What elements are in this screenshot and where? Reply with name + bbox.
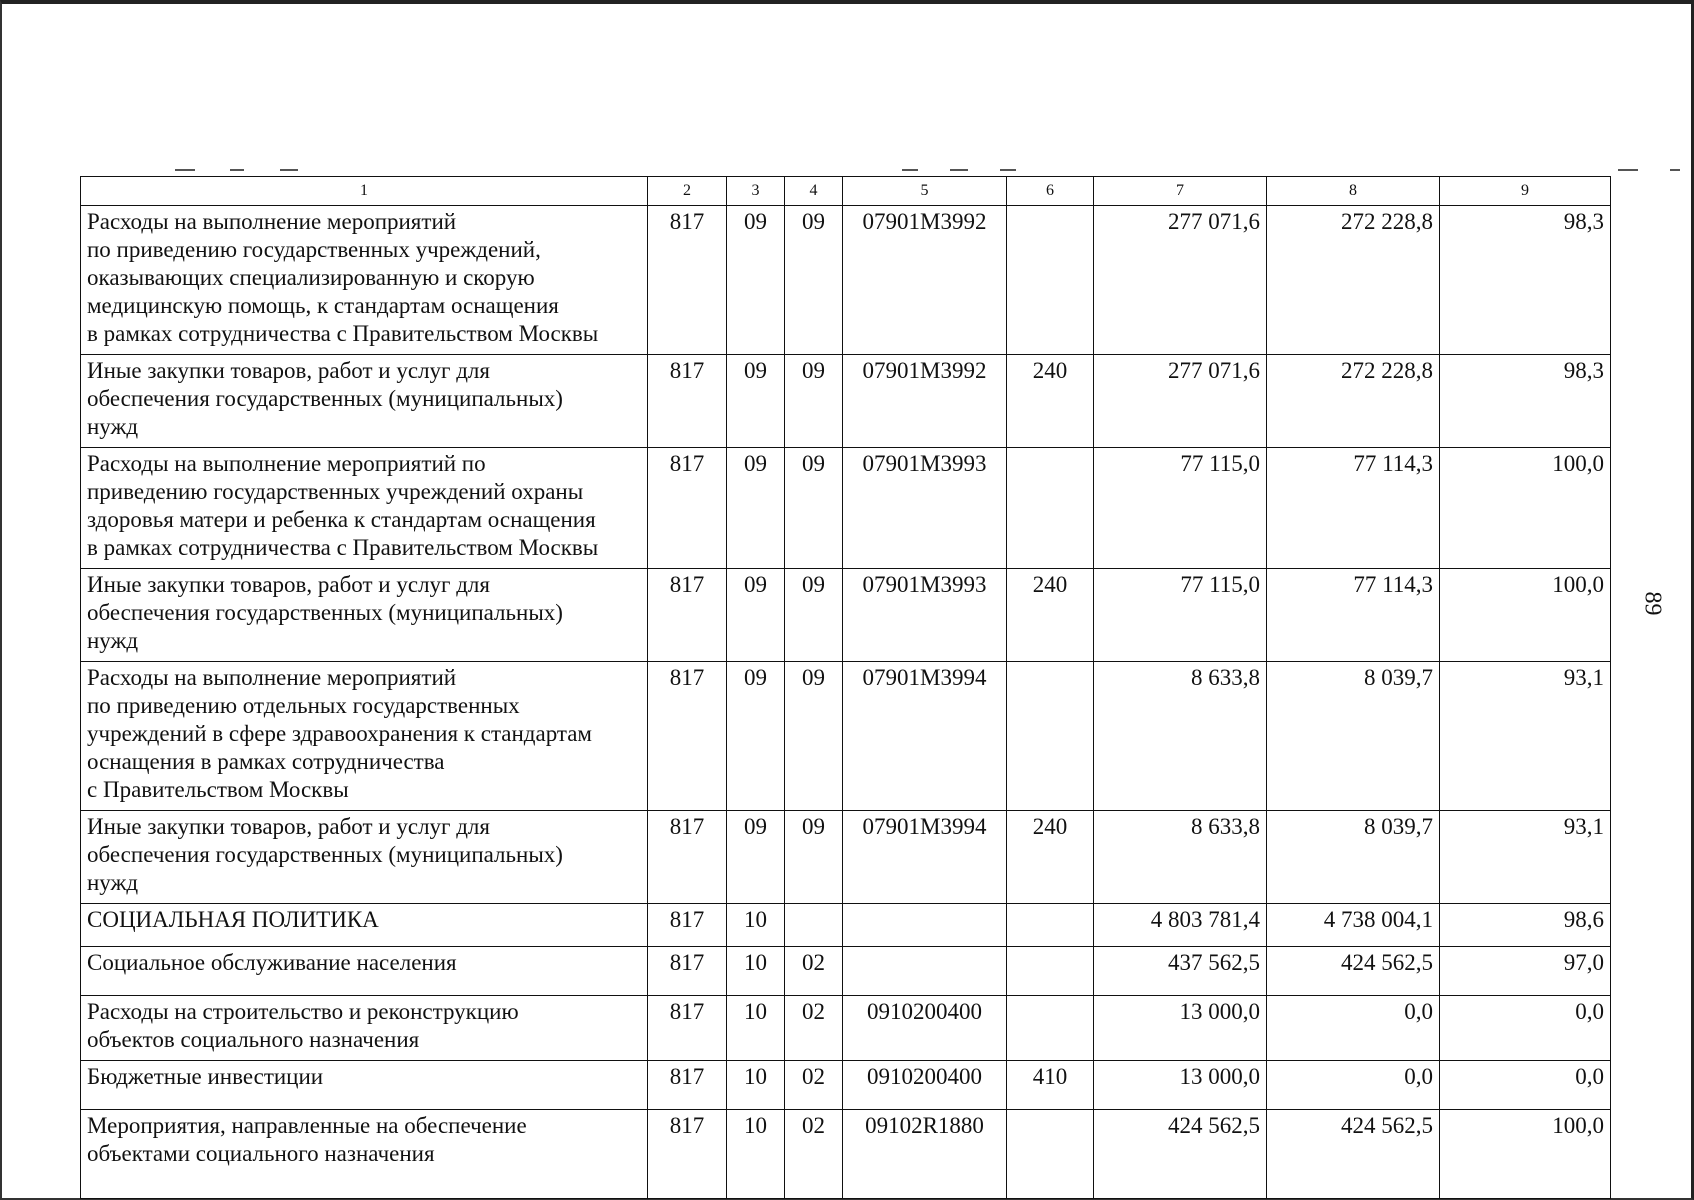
column-header: 7 — [1094, 177, 1267, 206]
expense-type-cell: 240 — [1007, 355, 1094, 448]
subsection-code-cell — [785, 904, 843, 947]
executed-amount-cell: 272 228,8 — [1267, 206, 1440, 355]
column-header: 5 — [843, 177, 1007, 206]
expense-name-cell: Расходы на выполнение мероприятий по приведению государственных учреждений охраны здоровья матери и ребенка к стандартам оснащения в рамках сотрудничества с Правительством Москвы — [81, 448, 648, 569]
section-code-cell: 09 — [727, 355, 785, 448]
executed-amount-cell: 4 738 004,1 — [1267, 904, 1440, 947]
subsection-code-cell: 09 — [785, 662, 843, 811]
expense-name-cell: СОЦИАЛЬНАЯ ПОЛИТИКА — [81, 904, 648, 947]
scan-mark — [280, 169, 298, 171]
target-article-cell: 09102R1880 — [843, 1110, 1007, 1199]
planned-amount-cell: 4 803 781,4 — [1094, 904, 1267, 947]
expense-name-cell: Иные закупки товаров, работ и услуг для обеспечения государственных (муниципальных) нужд — [81, 355, 648, 448]
planned-amount-cell: 77 115,0 — [1094, 448, 1267, 569]
planned-amount-cell: 13 000,0 — [1094, 1061, 1267, 1110]
table-row — [81, 448, 1611, 569]
subsection-code-cell: 09 — [785, 448, 843, 569]
percent-executed-cell: 98,3 — [1440, 355, 1611, 448]
table-row — [81, 355, 1611, 448]
planned-amount-cell: 437 562,5 — [1094, 947, 1267, 996]
column-header: 2 — [648, 177, 727, 206]
chapter-code-cell: 817 — [648, 206, 727, 355]
percent-executed-cell: 97,0 — [1440, 947, 1611, 996]
target-article-cell: 07901M3992 — [843, 355, 1007, 448]
expense-name-cell: Социальное обслуживание населения — [81, 947, 648, 996]
expense-type-cell — [1007, 1110, 1094, 1199]
executed-amount-cell: 424 562,5 — [1267, 947, 1440, 996]
scan-mark — [950, 169, 968, 171]
planned-amount-cell: 277 071,6 — [1094, 206, 1267, 355]
page-number: 89 — [1639, 591, 1666, 616]
percent-executed-cell: 100,0 — [1440, 569, 1611, 662]
table-row — [81, 904, 1611, 947]
expense-type-cell: 240 — [1007, 811, 1094, 904]
planned-amount-cell: 77 115,0 — [1094, 569, 1267, 662]
percent-executed-cell: 93,1 — [1440, 662, 1611, 811]
planned-amount-cell: 13 000,0 — [1094, 996, 1267, 1061]
scan-mark — [1618, 169, 1638, 171]
target-article-cell: 07901M3992 — [843, 206, 1007, 355]
target-article-cell: 0910200400 — [843, 996, 1007, 1061]
column-header: 9 — [1440, 177, 1611, 206]
executed-amount-cell: 8 039,7 — [1267, 662, 1440, 811]
subsection-code-cell: 09 — [785, 355, 843, 448]
section-code-cell: 10 — [727, 1110, 785, 1199]
subsection-code-cell: 09 — [785, 811, 843, 904]
section-code-cell: 10 — [727, 947, 785, 996]
chapter-code-cell: 817 — [648, 355, 727, 448]
chapter-code-cell: 817 — [648, 569, 727, 662]
expense-type-cell: 410 — [1007, 1061, 1094, 1110]
expense-type-cell — [1007, 662, 1094, 811]
chapter-code-cell: 817 — [648, 996, 727, 1061]
target-article-cell: 0910200400 — [843, 1061, 1007, 1110]
section-code-cell: 09 — [727, 206, 785, 355]
expense-type-cell — [1007, 996, 1094, 1061]
percent-executed-cell: 93,1 — [1440, 811, 1611, 904]
chapter-code-cell: 817 — [648, 904, 727, 947]
executed-amount-cell: 272 228,8 — [1267, 355, 1440, 448]
chapter-code-cell: 817 — [648, 448, 727, 569]
expense-name-cell: Иные закупки товаров, работ и услуг для обеспечения государственных (муниципальных) нужд — [81, 811, 648, 904]
executed-amount-cell: 77 114,3 — [1267, 569, 1440, 662]
budget-table-wrapper — [80, 176, 1610, 1199]
scan-mark — [902, 169, 918, 171]
subsection-code-cell: 09 — [785, 206, 843, 355]
target-article-cell — [843, 947, 1007, 996]
column-header: 8 — [1267, 177, 1440, 206]
planned-amount-cell: 277 071,6 — [1094, 355, 1267, 448]
expense-name-cell: Иные закупки товаров, работ и услуг для обеспечения государственных (муниципальных) нужд — [81, 569, 648, 662]
table-row — [81, 947, 1611, 996]
target-article-cell: 07901M3994 — [843, 811, 1007, 904]
expense-name-cell: Расходы на выполнение мероприятий по приведению государственных учреждений, оказывающих специализированную и скорую медицинскую помощь, к стандартам оснащения в рамках сотрудничества с Правительством Москвы — [81, 206, 648, 355]
column-header: 3 — [727, 177, 785, 206]
planned-amount-cell: 8 633,8 — [1094, 662, 1267, 811]
chapter-code-cell: 817 — [648, 1110, 727, 1199]
table-row — [81, 1110, 1611, 1199]
column-header: 4 — [785, 177, 843, 206]
section-code-cell: 10 — [727, 996, 785, 1061]
table-body — [81, 206, 1611, 1199]
executed-amount-cell: 0,0 — [1267, 1061, 1440, 1110]
subsection-code-cell: 02 — [785, 1110, 843, 1199]
planned-amount-cell: 424 562,5 — [1094, 1110, 1267, 1199]
section-code-cell: 09 — [727, 811, 785, 904]
expense-name-cell: Расходы на выполнение мероприятий по приведению отдельных государственных учреждений в сфере здравоохранения к стандартам оснащения в рамках сотрудничества с Правительством Москвы — [81, 662, 648, 811]
planned-amount-cell: 8 633,8 — [1094, 811, 1267, 904]
scan-mark — [230, 169, 244, 171]
table-row — [81, 662, 1611, 811]
chapter-code-cell: 817 — [648, 947, 727, 996]
scan-mark — [1670, 169, 1680, 171]
column-header: 1 — [81, 177, 648, 206]
subsection-code-cell: 02 — [785, 996, 843, 1061]
section-code-cell: 10 — [727, 1061, 785, 1110]
scan-mark — [1000, 169, 1016, 171]
target-article-cell: 07901M3993 — [843, 569, 1007, 662]
target-article-cell — [843, 904, 1007, 947]
expense-name-cell: Расходы на строительство и реконструкцию объектов социального назначения — [81, 996, 648, 1061]
table-row — [81, 569, 1611, 662]
expense-name-cell: Мероприятия, направленные на обеспечение объектами социального назначения — [81, 1110, 648, 1199]
executed-amount-cell: 0,0 — [1267, 996, 1440, 1061]
subsection-code-cell: 02 — [785, 1061, 843, 1110]
target-article-cell: 07901M3993 — [843, 448, 1007, 569]
section-code-cell: 09 — [727, 569, 785, 662]
percent-executed-cell: 98,3 — [1440, 206, 1611, 355]
table-row — [81, 811, 1611, 904]
subsection-code-cell: 09 — [785, 569, 843, 662]
section-code-cell: 09 — [727, 662, 785, 811]
expense-type-cell — [1007, 947, 1094, 996]
table-row — [81, 206, 1611, 355]
expense-type-cell — [1007, 904, 1094, 947]
table-row — [81, 996, 1611, 1061]
chapter-code-cell: 817 — [648, 811, 727, 904]
expense-name-cell: Бюджетные инвестиции — [81, 1061, 648, 1110]
expense-type-cell: 240 — [1007, 569, 1094, 662]
percent-executed-cell: 0,0 — [1440, 996, 1611, 1061]
scan-mark — [175, 169, 195, 171]
section-code-cell: 10 — [727, 904, 785, 947]
percent-executed-cell: 100,0 — [1440, 1110, 1611, 1199]
table-header-row — [81, 177, 1611, 206]
percent-executed-cell: 98,6 — [1440, 904, 1611, 947]
column-header: 6 — [1007, 177, 1094, 206]
chapter-code-cell: 817 — [648, 1061, 727, 1110]
section-code-cell: 09 — [727, 448, 785, 569]
chapter-code-cell: 817 — [648, 662, 727, 811]
budget-table — [80, 176, 1611, 1199]
table-row — [81, 1061, 1611, 1110]
target-article-cell: 07901M3994 — [843, 662, 1007, 811]
subsection-code-cell: 02 — [785, 947, 843, 996]
percent-executed-cell: 100,0 — [1440, 448, 1611, 569]
percent-executed-cell: 0,0 — [1440, 1061, 1611, 1110]
expense-type-cell — [1007, 448, 1094, 569]
executed-amount-cell: 424 562,5 — [1267, 1110, 1440, 1199]
executed-amount-cell: 77 114,3 — [1267, 448, 1440, 569]
executed-amount-cell: 8 039,7 — [1267, 811, 1440, 904]
expense-type-cell — [1007, 206, 1094, 355]
